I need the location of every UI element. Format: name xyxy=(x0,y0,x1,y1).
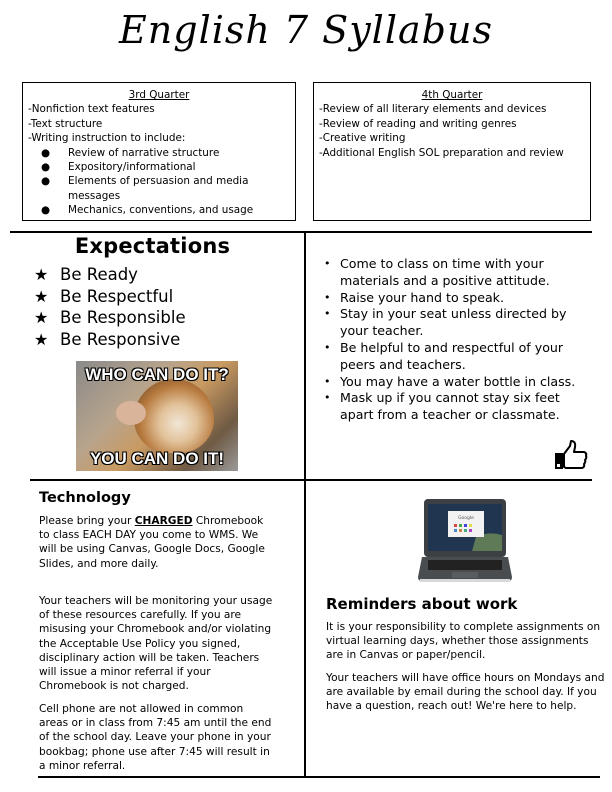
list-item xyxy=(34,329,186,351)
list-item-text: Raise your hand to speak. xyxy=(340,289,504,305)
divider-middle xyxy=(30,479,592,481)
bullet-icon: • xyxy=(324,257,331,270)
list-item xyxy=(324,340,596,374)
list-item-text: Come to class on time with your materials and a positive attitude. xyxy=(340,256,550,288)
star-icon: ★ xyxy=(34,265,49,284)
puppy-meme-image xyxy=(76,361,238,471)
reminders-paragraph-responsibility: It is your responsibility to complete assignments on virtual learning days, whether those assignments are in Canvas or paper/pencil. xyxy=(326,621,601,662)
divider-bottom xyxy=(38,776,600,778)
list-item xyxy=(34,146,290,160)
star-icon: ★ xyxy=(34,308,49,327)
bullet-icon: ● xyxy=(41,146,51,159)
page-title: English 7 Syllabus xyxy=(119,8,493,52)
list-item-text: Be Respectful xyxy=(60,286,174,306)
star-icon: ★ xyxy=(34,329,49,349)
list-item xyxy=(34,203,290,217)
q4-topic: -Additional English SOL preparation and review xyxy=(319,146,564,159)
classroom-rules-list xyxy=(324,256,596,424)
technology-paragraph-charged xyxy=(39,514,275,571)
list-item xyxy=(324,256,596,290)
list-item-text: Elements of persuasion and media messages xyxy=(68,175,249,202)
q4-topic: -Review of reading and writing genres xyxy=(319,117,517,130)
list-item xyxy=(34,307,186,329)
reminders-heading: Reminders about work xyxy=(326,595,518,613)
list-item xyxy=(324,306,596,340)
q3-topic: -Writing instruction to include: xyxy=(28,132,186,145)
bullet-icon: ● xyxy=(41,175,51,188)
chromebook-image xyxy=(416,497,514,583)
list-item-text: Expository/informational xyxy=(68,161,196,174)
bullet-icon: • xyxy=(324,290,331,304)
q4-topic: -Review of all literary elements and devices xyxy=(319,103,547,116)
technology-paragraph-cell-phone: Cell phone are not allowed in common areas or in class from 7:45 am until the end of the school day. Leave your phone in your bookbag; phone use after 7:45 will result in a minor referral. xyxy=(39,703,272,772)
divider-vertical xyxy=(304,232,306,777)
list-item-text: Mechanics, conventions, and usage xyxy=(68,204,254,217)
list-item xyxy=(324,374,596,391)
bullet-icon: • xyxy=(324,340,331,354)
fourth-quarter-heading: 4th Quarter xyxy=(421,89,483,101)
q3-topic: -Text structure xyxy=(28,117,103,130)
bullet-icon: • xyxy=(324,307,331,321)
list-item-text: Be Ready xyxy=(60,265,138,284)
third-quarter-heading: 3rd Quarter xyxy=(128,89,190,101)
third-quarter-box xyxy=(22,82,296,221)
list-item-text: Be Responsible xyxy=(60,308,186,327)
bullet-icon: • xyxy=(324,374,331,388)
list-item-text: Review of narrative structure xyxy=(68,146,220,159)
thumbs-up-icon xyxy=(554,440,588,470)
bullet-icon: • xyxy=(324,391,331,405)
list-item xyxy=(324,390,596,424)
list-item-text: You may have a water bottle in class. xyxy=(340,373,576,389)
svg-text:Google: Google xyxy=(458,516,474,521)
technology-paragraph-monitoring: Your teachers will be monitoring your usage of these resources carefully. If you are misusing your Chromebook and/or violating the Acceptable Use Policy you signed, disciplinary action will be taken. Teachers will issue a minor referral if your Chromebook is not charged. xyxy=(39,595,273,693)
puppy-face xyxy=(134,379,214,453)
technology-heading: Technology xyxy=(39,490,131,506)
list-item-text: Be helpful to and respectful of your peers and teachers. xyxy=(340,339,564,372)
divider-top xyxy=(10,231,592,233)
list-item xyxy=(34,174,290,203)
fourth-quarter-box xyxy=(313,82,591,221)
puppy-paw xyxy=(116,401,146,425)
list-item-text: Mask up if you cannot stay six feet apart from a teacher or classmate. xyxy=(340,390,560,423)
q4-topic: -Creative writing xyxy=(319,132,406,145)
list-item xyxy=(324,290,596,307)
text: Chromebook to class EACH DAY you come to WMS. We will be using Canvas, Google Docs, Google Slides, and more daily. xyxy=(39,515,265,570)
list-item xyxy=(34,264,186,286)
star-icon: ★ xyxy=(34,286,49,306)
meme-top-caption: WHO CAN DO IT? xyxy=(85,365,229,384)
expectations-list xyxy=(34,264,186,350)
reminders-paragraph-office-hours: Your teachers will have office hours on Mondays and are available by email during the school day. If you have a question, reach out! We're here to help. xyxy=(326,672,605,713)
expectations-heading: Expectations xyxy=(74,234,231,258)
text: Please bring your xyxy=(39,515,135,527)
list-item-text: Stay in your seat unless directed by your teacher. xyxy=(340,306,567,339)
meme-bottom-caption: YOU CAN DO IT! xyxy=(89,449,225,468)
q3-writing-list xyxy=(28,146,290,218)
bullet-icon: ● xyxy=(41,204,51,217)
charged-emphasis: CHARGED xyxy=(134,515,193,527)
list-item xyxy=(34,286,186,308)
list-item-text: Be Responsive xyxy=(60,329,181,349)
bullet-icon: ● xyxy=(41,161,51,174)
q3-topic: -Nonfiction text features xyxy=(28,103,155,116)
list-item xyxy=(34,160,290,174)
